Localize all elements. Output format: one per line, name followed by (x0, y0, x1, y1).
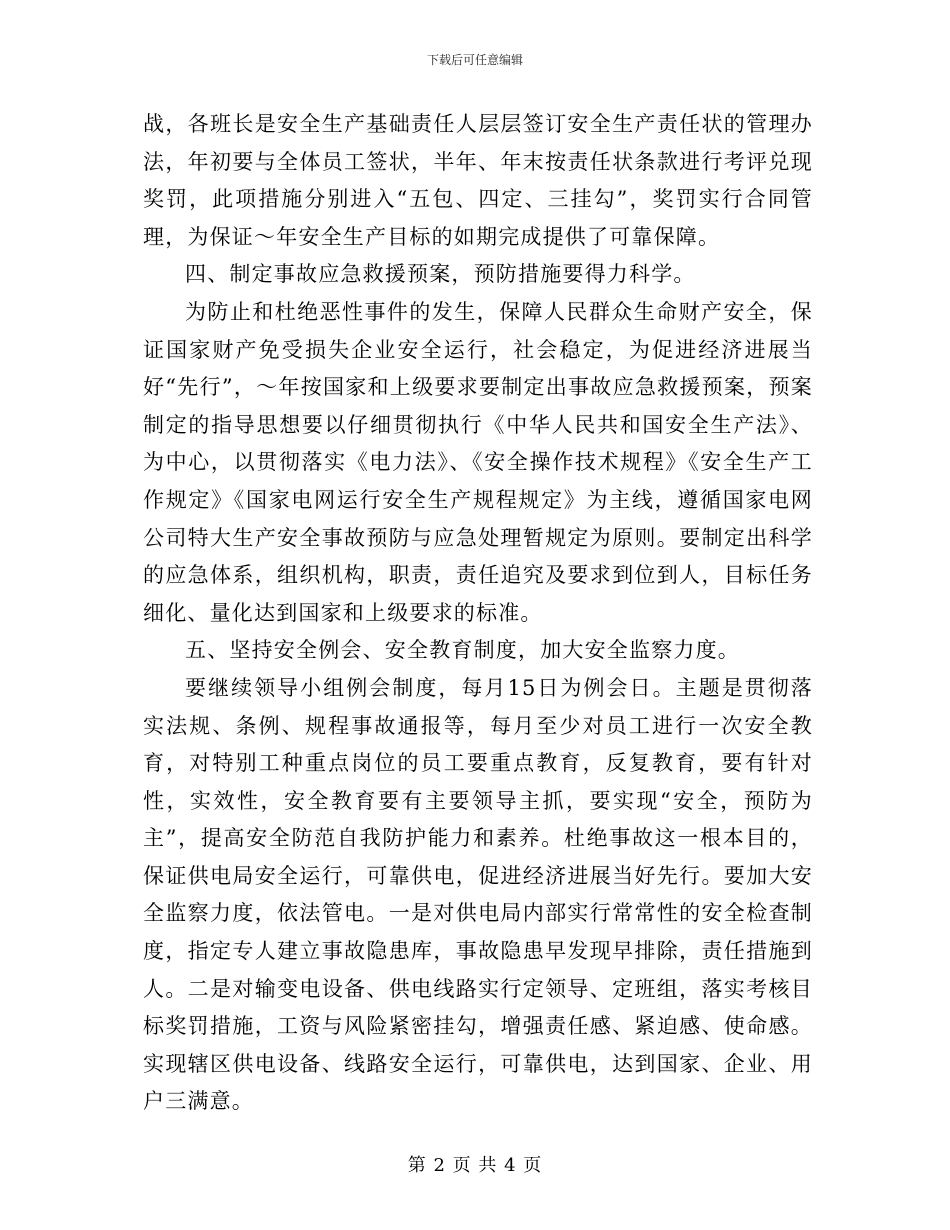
page-number-footer: 第 2 页 共 4 页 (407, 1155, 543, 1176)
section-heading-5: 五、坚持安全例会、安全教育制度，加大安全监察力度。 (185, 638, 740, 663)
section-heading-4: 四、制定事故应急救援预案，预防措施要得力科学。 (185, 262, 696, 287)
paragraph-emergency-plan: 为防止和杜绝恶性事件的发生，保障人民群众生命财产安全，保证国家财产免受损失企业安全运行，社会稳定，为促进经济进展当好“先行”，～年按国家和上级要求要制定出事故应急救援预案，预案制定的指导思想要以仔细贯彻执行《中华人民共和国安全生产法》、为中心，以贯彻落实《电力法》、《安全操作技术规程》《安全生产工作规定》《国家电网运行安全生产规程规定》为主线，遵循国家电网公司特大生产安全事故预防与应急处理暂规定为原则。要制定出科学的应急体系，组织机构，职责，责任追究及要求到位到人，目标任务细化、量化达到国家和上级要求的标准。 (143, 299, 813, 625)
paragraph-continuation: 战，各班长是安全生产基础责任人层层签订安全生产责任状的管理办法，年初要与全体员工签状，半年、年末按责任状条款进行考评兑现奖罚，此项措施分别进入“五包、四定、三挂勾”，奖罚实行合同管理，为保证～年安全生产目标的如期完成提供了可靠保障。 (143, 112, 813, 249)
document-body (143, 106, 813, 1121)
page-header: 下载后可任意编辑 (426, 53, 523, 67)
paragraph-safety-meetings: 要继续领导小组例会制度，每月15日为例会日。主题是贯彻落实法规、条例、规程事故通报等，每月至少对员工进行一次安全教育，对特别工种重点岗位的员工要重点教育，反复教育，要有针对性，实效性，安全教育要有主要领导主抓，要实现“安全，预防为主”，提高安全防范自我防护能力和素养。杜绝事故这一根本目的，保证供电局安全运行，可靠供电，促进经济进展当好先行。要加大安全监察力度，依法管电。一是对供电局内部实行常常性的安全检查制度，指定专人建立事故隐患库，事故隐患早发现早排除，责任措施到人。二是对输变电设备、供电线路实行定领导、定班组，落实考核目标奖罚措施，工资与风险紧密挂勾，增强责任感、紧迫感、使命感。实现辖区供电设备、线路安全运行，可靠供电，达到国家、企业、用户三满意。 (143, 675, 813, 1114)
